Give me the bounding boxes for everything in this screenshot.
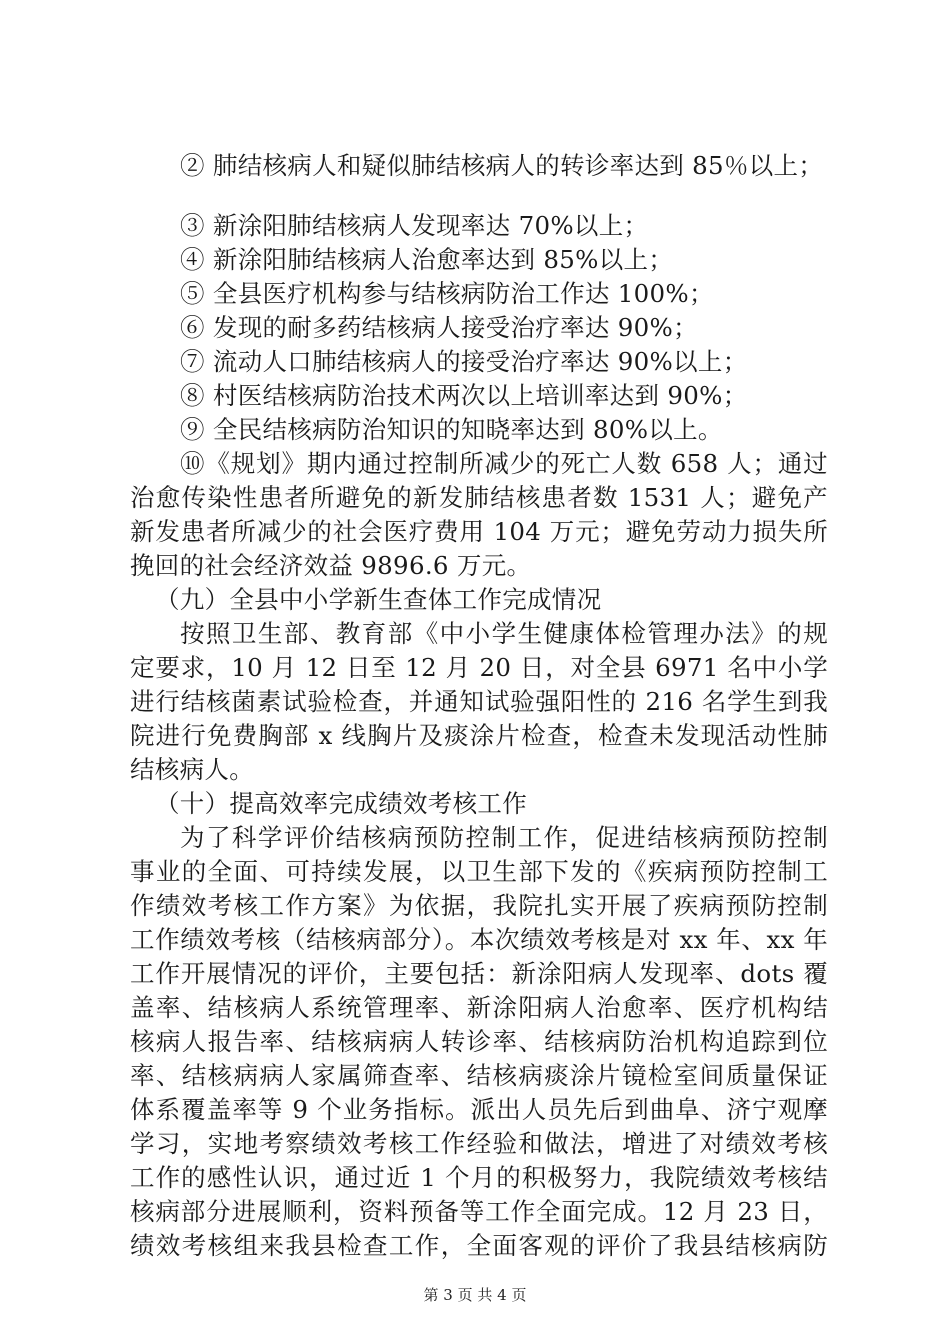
paragraph-line: 院进行免费胸部 x 线胸片及痰涂片检查，检查未发现活动性肺 <box>130 721 828 750</box>
list-item-4: ④ 新涂阳肺结核病人治愈率达到 85%以上； <box>180 245 674 274</box>
list-item-6: ⑥ 发现的耐多药结核病人接受治疗率达 90%； <box>180 313 698 342</box>
list-item-7: ⑦ 流动人口肺结核病人的接受治疗率达 90%以上； <box>180 347 748 376</box>
paragraph-line: 工作的感性认识，通过近 1 个月的积极努力，我院绩效考核结 <box>130 1163 828 1192</box>
paragraph-line: 治愈传染性患者所避免的新发肺结核患者数 1531 人；避免产 <box>130 483 828 512</box>
list-item-9: ⑨ 全民结核病防治知识的知晓率达到 80%以上。 <box>180 415 723 444</box>
page-footer: 第 3 页 共 4 页 <box>423 1286 527 1304</box>
paragraph-line: 盖率、结核病人系统管理率、新涂阳病人治愈率、医疗机构结 <box>130 993 828 1022</box>
section-heading-10: （十）提高效率完成绩效考核工作 <box>155 789 527 818</box>
list-item-5: ⑤ 全县医疗机构参与结核病防治工作达 100%； <box>180 279 714 308</box>
paragraph-line: 为了科学评价结核病预防控制工作，促进结核病预防控制 <box>180 823 828 852</box>
paragraph-line: 学习，实地考察绩效考核工作经验和做法，增进了对绩效考核 <box>130 1129 828 1158</box>
paragraph-line: 事业的全面、可持续发展，以卫生部下发的《疾病预防控制工 <box>130 857 828 886</box>
paragraph-line: 绩效考核组来我县检查工作，全面客观的评价了我县结核病防 <box>130 1231 828 1260</box>
paragraph-line: ⑩《规划》期内通过控制所减少的死亡人数 658 人；通过 <box>180 449 828 478</box>
paragraph-line: 核病人报告率、结核病病人转诊率、结核病防治机构追踪到位 <box>130 1027 828 1056</box>
paragraph-line: 核病部分进展顺利，资料预备等工作全面完成。12 月 23 日， <box>130 1197 828 1226</box>
paragraph-line: 进行结核菌素试验检查，并通知试验强阳性的 216 名学生到我 <box>130 687 828 716</box>
list-item-8: ⑧ 村医结核病防治技术两次以上培训率达到 90%； <box>180 381 748 410</box>
section-heading-9: （九）全县中小学新生查体工作完成情况 <box>155 585 602 614</box>
paragraph-line: 作绩效考核工作方案》为依据，我院扎实开展了疾病预防控制 <box>130 891 828 920</box>
list-item-3: ③ 新涂阳肺结核病人发现率达 70%以上； <box>180 211 649 240</box>
paragraph-line: 工作开展情况的评价，主要包括：新涂阳病人发现率、dots 覆 <box>130 959 828 988</box>
paragraph-line: 新发患者所减少的社会医疗费用 104 万元；避免劳动力损失所 <box>130 517 828 546</box>
paragraph-line: 体系覆盖率等 9 个业务指标。派出人员先后到曲阜、济宁观摩 <box>130 1095 828 1124</box>
paragraph-line: 定要求，10 月 12 日至 12 月 20 日，对全县 6971 名中小学 <box>130 653 828 682</box>
paragraph-line: 挽回的社会经济效益 9896.6 万元。 <box>130 551 532 580</box>
list-item-2: ② 肺结核病人和疑似肺结核病人的转诊率达到 85％以上； <box>180 151 824 180</box>
paragraph-line: 结核病人。 <box>130 755 254 784</box>
paragraph-line: 工作绩效考核（结核病部分）。本次绩效考核是对 xx 年、xx 年 <box>130 925 828 954</box>
paragraph-line: 按照卫生部、教育部《中小学生健康体检管理办法》的规 <box>180 619 828 648</box>
paragraph-line: 率、结核病病人家属筛查率、结核病痰涂片镜检室间质量保证 <box>130 1061 828 1090</box>
